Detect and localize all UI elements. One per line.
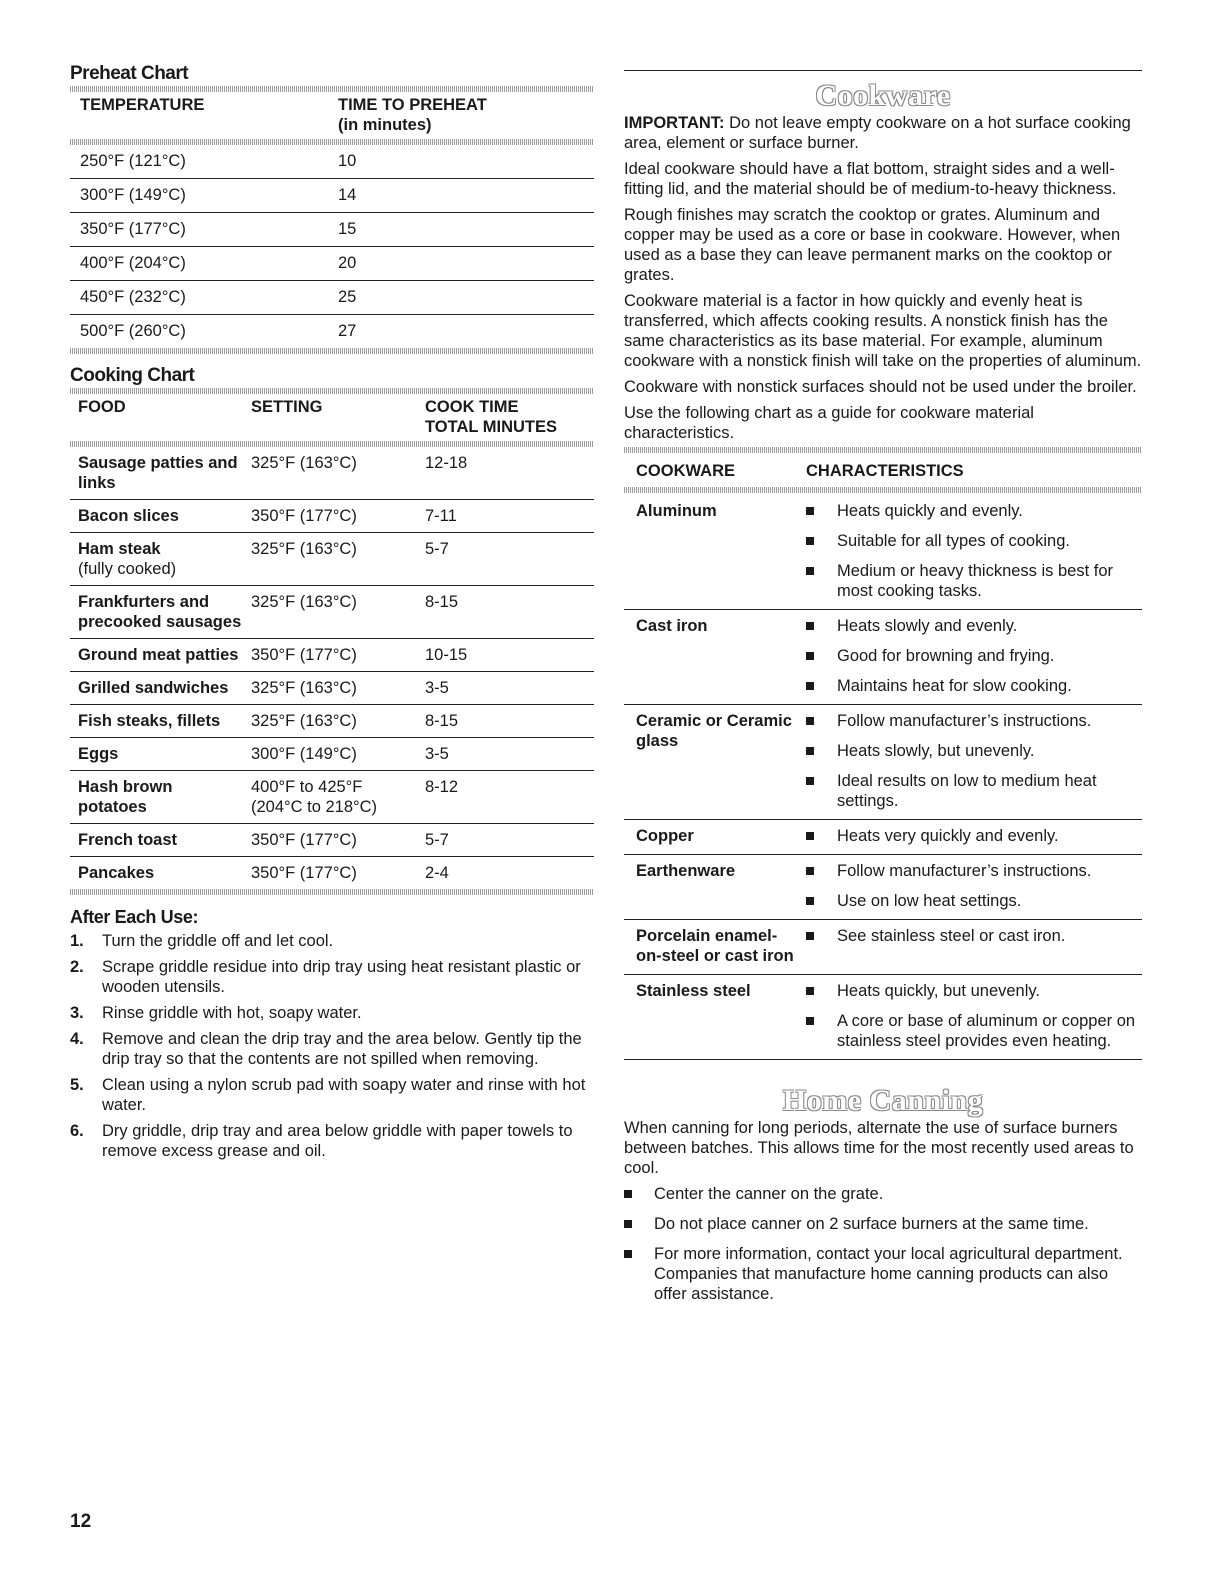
setting-cell: 350°F (177°C) [243,824,417,857]
time-cell: 25 [328,281,594,315]
time-cell: 20 [328,247,594,281]
list-item: Heats quickly and evenly. [806,501,1142,521]
paragraph: Ideal cookware should have a flat bottom, straight sides and a well-fitting lid, and the material should be of medium-to-heavy thickness. [624,160,1117,198]
canning-intro: When canning for long periods, alternate the use of surface burners between batches. This allows time for the most recently used areas to cool. [624,1119,1134,1177]
traits-cell [794,610,1142,705]
table-row [70,179,594,213]
cookware-table-header [624,455,1142,487]
food-cell: Grilled sandwiches [70,672,243,705]
time-cell: 15 [328,213,594,247]
preheat-table-body [70,145,594,348]
table-row [70,771,594,824]
dotted-divider [70,348,594,354]
food-cell: Eggs [70,738,243,771]
food-cell: Fish steaks, fillets [70,705,243,738]
table-row [624,855,1142,920]
col-header-setting: SETTING [251,398,323,416]
setting-cell: 350°F (177°C) [251,864,357,882]
temp-cell: 500°F (260°C) [80,322,186,340]
food-cell: Frankfurters and precooked sausages [70,586,243,639]
material-cell: Aluminum [624,495,794,610]
temp-cell: 350°F (177°C) [70,213,328,247]
setting-cell: 350°F (177°C) [243,639,417,672]
traits-cell [794,855,1142,920]
paragraph: Rough finishes may scratch the cooktop or grates. Aluminum and copper may be used as a core or base in cookware. However, when used as a base they can leave permanent marks on the cooktop or grates. [624,206,1121,284]
col-header-characteristics: CHARACTERISTICS [806,462,964,480]
table-row [70,824,594,857]
important-note: IMPORTANT: Do not leave empty cookware on a hot surface cooking area, element or surface burner. [624,114,1131,152]
after-each-use-title: After Each Use: [70,907,199,927]
after-each-use [70,907,594,1161]
list-item: Good for browning and frying. [806,646,1142,666]
canning-list [624,1184,1142,1304]
list-item: Suitable for all types of cooking. [806,531,1142,551]
food-cell: Ground meat patties [70,639,243,672]
home-canning-title: Home Canning [782,1084,984,1117]
list-item: 3. Rinse griddle with hot, soapy water. [70,1004,362,1022]
setting-cell: 400°F to 425°F (204°C to 218°C) [243,771,417,824]
list-item: Heats very quickly and evenly. [806,826,1142,846]
table-row [70,672,594,705]
table-row [624,820,1142,855]
food-cell: French toast [70,824,243,857]
time-cell: 8-15 [417,705,594,738]
list-item: Do not place canner on 2 surface burners at the same time. [624,1214,1142,1234]
table-row [70,281,594,315]
table-row [70,145,594,179]
list-item: Follow manufacturer’s instructions. [806,711,1142,731]
time-cell: 14 [328,179,594,213]
list-item: Heats quickly, but unevenly. [806,981,1142,1001]
time-cell: 10-15 [417,639,594,672]
col-header-cook-time: COOK TIME TOTAL MINUTES [425,398,557,436]
material-cell: Cast iron [624,610,794,705]
time-cell: 3-5 [417,738,594,771]
setting-cell: 325°F (163°C) [243,447,417,500]
setting-cell: 325°F (163°C) [243,586,417,639]
table-row [70,705,594,738]
preheat-chart-title: Preheat Chart [70,63,189,84]
home-canning-section [624,1084,1142,1304]
section-rule [624,70,1142,71]
table-row [70,639,594,672]
table-header-row [70,92,594,139]
cooking-chart-title: Cooking Chart [70,365,195,386]
table-row [70,213,594,247]
table-row [624,705,1142,820]
table-row [70,315,594,349]
temp-cell: 450°F (232°C) [70,281,328,315]
table-row [70,500,594,533]
table-row [624,920,1142,975]
table-row [70,738,594,771]
page-number: 12 [70,1511,92,1532]
time-cell: 7-11 [417,500,594,533]
list-item: For more information, contact your local agricultural department. Companies that manufacture home canning products can also offer assistance. [624,1244,1142,1304]
setting-cell: 325°F (163°C) [243,705,417,738]
steps-list [70,931,594,1161]
time-cell: 12-18 [417,447,594,500]
list-item: Use on low heat settings. [806,891,1142,911]
list-item: Heats slowly and evenly. [806,616,1142,636]
col-header-food: FOOD [78,398,126,416]
time-cell: 8-15 [417,586,594,639]
time-cell: 5-7 [417,533,594,586]
list-item: 6. Dry griddle, drip tray and area below griddle with paper towels to remove excess grease and oil. [70,1122,573,1160]
list-item: Follow manufacturer’s instructions. [806,861,1142,881]
setting-cell: 350°F (177°C) [243,500,417,533]
time-cell: 2-4 [425,864,449,882]
time-cell: 8-12 [417,771,594,824]
table-row [70,447,594,500]
list-item: 5. Clean using a nylon scrub pad with soapy water and rinse with hot water. [70,1076,586,1114]
table-row [70,533,594,586]
traits-cell [794,920,1142,975]
list-item: Center the canner on the grate. [624,1184,1142,1204]
temp-cell: 400°F (204°C) [70,247,328,281]
cookware-title: Cookware [815,79,951,112]
list-item: Ideal results on low to medium heat settings. [806,771,1142,811]
right-column [624,70,1142,1314]
table-row [624,610,1142,705]
dotted-divider [624,487,1142,493]
food-cell: Hash brown potatoes [70,771,243,824]
food-cell: Ham steak (fully cooked) [70,533,243,586]
list-item: A core or base of aluminum or copper on stainless steel provides even heating. [806,1011,1142,1051]
cooking-chart [70,364,594,895]
setting-cell: 325°F (163°C) [243,533,417,586]
setting-cell: 300°F (149°C) [243,738,417,771]
food-cell: Bacon slices [70,500,243,533]
traits-cell [794,495,1142,610]
material-cell: Ceramic or Ceramic glass [624,705,794,820]
paragraph: Use the following chart as a guide for cookware material characteristics. [624,404,1034,442]
paragraph: Cookware with nonstick surfaces should not be used under the broiler. [624,378,1137,396]
paragraph: Cookware material is a factor in how quickly and evenly heat is transferred, which affects cooking results. A nonstick finish has the same characteristics as its base material. For example, aluminum cookware with a nonstick finish will take on the properties of aluminum. [624,292,1142,370]
list-item: 2. Scrape griddle residue into drip tray using heat resistant plastic or wooden utensils. [70,958,581,996]
dotted-divider [624,447,1142,453]
list-item: 4. Remove and clean the drip tray and the area below. Gently tip the drip tray so that the contents are not spilled when removing. [70,1030,582,1068]
cooking-table-header [70,394,594,441]
time-cell: 10 [328,145,594,179]
table-row [624,495,1142,610]
dotted-divider [70,889,594,895]
table-row [70,857,594,890]
table-row [70,247,594,281]
col-header-cookware: COOKWARE [636,462,735,480]
material-cell: Stainless steel [624,975,794,1060]
table-header-row [70,394,594,441]
list-item: Heats slowly, but unevenly. [806,741,1142,761]
food-cell: Sausage patties and links [70,447,243,500]
table-row [624,975,1142,1060]
traits-cell [794,705,1142,820]
time-cell: 5-7 [417,824,594,857]
temp-cell: 250°F (121°C) [70,145,328,179]
traits-cell [794,820,1142,855]
left-column [70,62,594,1167]
list-item: Maintains heat for slow cooking. [806,676,1142,696]
cooking-table-body [70,447,594,889]
cookware-table [624,495,1142,1060]
table-header-row [624,455,1142,487]
list-item: Medium or heavy thickness is best for most cooking tasks. [806,561,1142,601]
col-header-time: TIME TO PREHEAT (in minutes) [338,96,487,134]
preheat-table [70,92,594,139]
time-cell: 3-5 [417,672,594,705]
material-cell: Copper [624,820,794,855]
setting-cell: 325°F (163°C) [243,672,417,705]
material-cell: Earthenware [624,855,794,920]
traits-cell [794,975,1142,1060]
list-item: See stainless steel or cast iron. [806,926,1142,946]
temp-cell: 300°F (149°C) [70,179,328,213]
food-cell: Pancakes [78,864,155,882]
table-row [70,586,594,639]
material-cell: Porcelain enamel-on-steel or cast iron [624,920,794,975]
list-item: 1. Turn the griddle off and let cool. [70,932,334,950]
time-cell: 27 [338,322,357,340]
col-header-temperature: TEMPERATURE [80,96,205,114]
